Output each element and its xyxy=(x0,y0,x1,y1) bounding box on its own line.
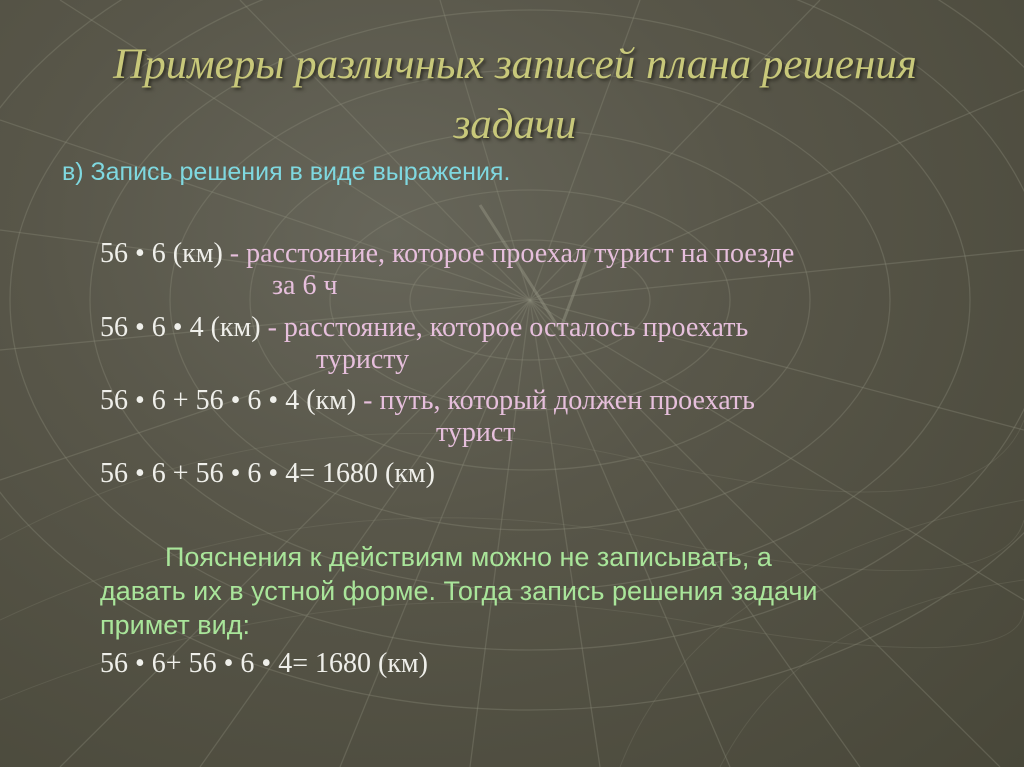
step-3 xyxy=(100,385,755,417)
note-line-3: примет вид: xyxy=(100,610,250,640)
step-1-description: - расстояние, которое проехал турист на поезде xyxy=(222,238,795,269)
step-1-expression: 56 • 6 (км) xyxy=(100,238,223,269)
step-4 xyxy=(100,458,435,490)
step-3-description: - путь, который должен проехать xyxy=(356,385,755,416)
step-2-description-continued: туристу xyxy=(316,344,410,375)
step-4-expression: 56 • 6 + 56 • 6 • 4= 1680 (км) xyxy=(100,458,435,489)
step-2-description: - расстояние, которое осталось проехать xyxy=(260,312,749,343)
step-3-description-continued: турист xyxy=(436,417,516,448)
subtitle: в) Запись решения в виде выражения. xyxy=(62,158,511,186)
step-2 xyxy=(100,312,748,344)
final-expression: 56 • 6+ 56 • 6 • 4= 1680 (км) xyxy=(100,648,428,679)
slide-title-line-1: Примеры различных записей плана решения xyxy=(113,41,917,88)
step-1 xyxy=(100,238,794,270)
step-3-expression: 56 • 6 + 56 • 6 • 4 (км) xyxy=(100,385,357,416)
step-2-expression: 56 • 6 • 4 (км) xyxy=(100,312,261,343)
note-line-1: Пояснения к действиям можно не записывать, а xyxy=(165,542,772,572)
note-line-2: давать их в устной форме. Тогда запись решения задачи xyxy=(100,576,818,606)
slide-title-line-2: задачи xyxy=(453,101,577,148)
step-1-description-continued: за 6 ч xyxy=(272,270,338,301)
